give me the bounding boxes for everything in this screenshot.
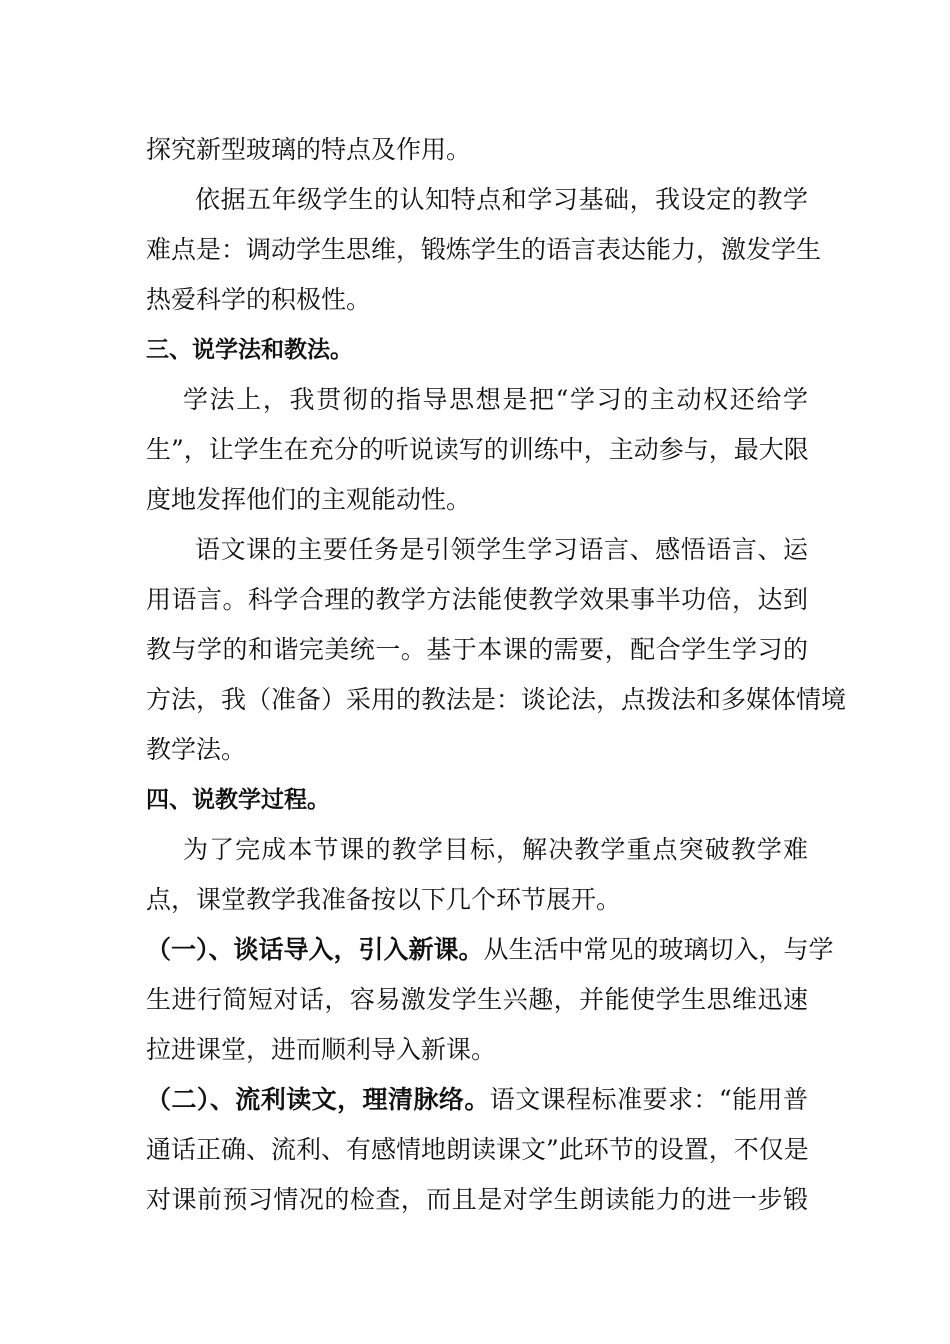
paragraph-line: 学法上，我贯彻的指导思想是把“学习的主动权还给学: [183, 385, 808, 414]
paragraph-line: 探究新型玻璃的特点及作用。: [146, 135, 472, 164]
paragraph-line: 依据五年级学生的认知特点和学习基础，我设定的教学: [195, 185, 808, 214]
paragraph-line: 方法，我（准备）采用的教法是：谈论法，点拨法和多媒体情境: [146, 685, 847, 714]
paragraph-line: 教学法。: [146, 735, 247, 764]
paragraph-line: 点，课堂教学我准备按以下几个环节展开。: [146, 885, 622, 914]
paragraph-line: 语文课的主要任务是引领学生学习语言、感悟语言、运: [195, 535, 808, 564]
paragraph-line: 教与学的和谐完美统一。基于本课的需要，配合学生学习的: [146, 635, 808, 664]
paragraph-line: 度地发挥他们的主观能动性。: [146, 485, 472, 514]
paragraph-line: 对课前预习情况的检查，而且是对学生朗读能力的进一步锻: [146, 1185, 808, 1214]
paragraph-line: 热爱科学的积极性。: [146, 285, 372, 314]
section-heading: 三、说学法和教法。: [146, 337, 353, 363]
paragraph-line: 难点是：调动学生思维，锻炼学生的语言表达能力，激发学生: [146, 235, 822, 264]
subsection-lead: （二）、流利读文，理清脉络。: [146, 1085, 490, 1114]
paragraph-line: 通话正确、流利、有感情地朗读课文”此环节的设置，不仅是: [146, 1135, 809, 1164]
paragraph-line: [146, 1080, 808, 1120]
paragraph-line: [146, 930, 834, 970]
paragraph-line: 拉进课堂，进而顺利导入新课。: [146, 1035, 497, 1064]
paragraph-text: 语文课程标准要求：“能用普: [489, 1085, 808, 1114]
paragraph-text: 从生活中常见的玻璃切入，与学: [483, 935, 834, 964]
subsection-lead: （一）、谈话导入，引入新课。: [146, 935, 484, 964]
paragraph-line: 生进行简短对话，容易激发学生兴趣，并能使学生思维迅速: [146, 985, 808, 1014]
paragraph-line: 为了完成本节课的教学目标，解决教学重点突破教学难: [183, 835, 808, 864]
paragraph-line: 生”，让学生在充分的听说读写的训练中，主动参与，最大限: [146, 435, 809, 464]
paragraph-line: 用语言。科学合理的教学方法能使教学效果事半功倍，达到: [146, 585, 808, 614]
section-heading: 四、说教学过程。: [146, 787, 330, 813]
